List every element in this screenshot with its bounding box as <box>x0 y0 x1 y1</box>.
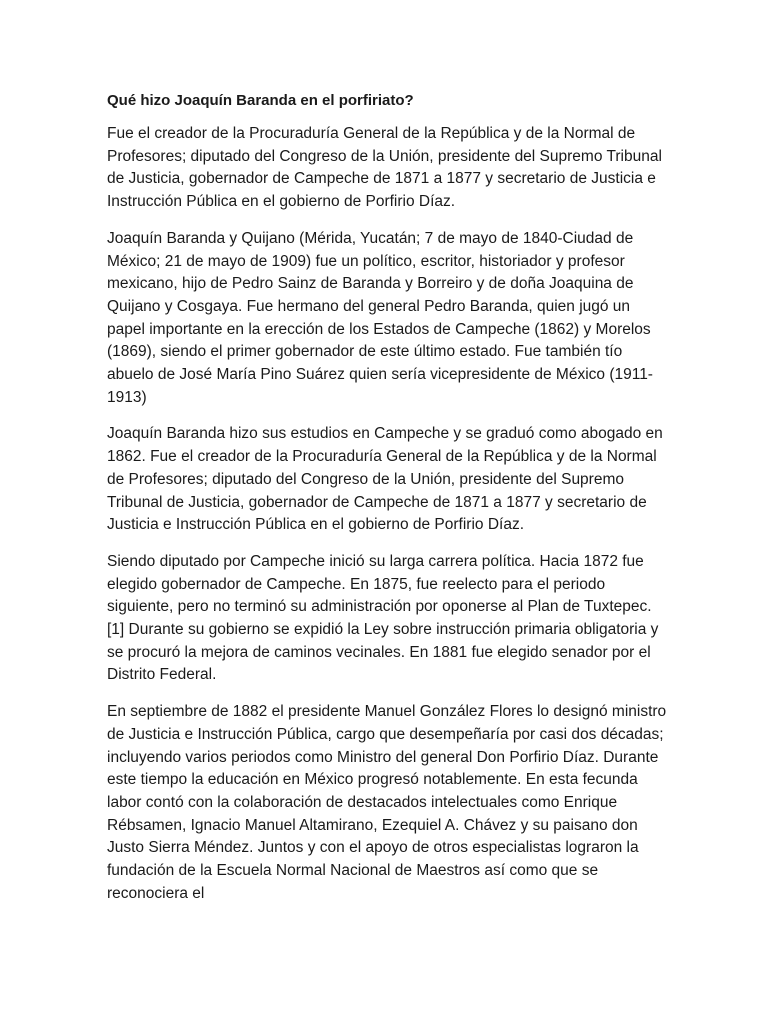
paragraph-3: Joaquín Baranda hizo sus estudios en Campeche y se graduó como abogado en 1862. Fue el creador de la Procuraduría General de la República y de la Normal de Profesores; diputado del Congreso de la Unión, presidente del Supremo Tribunal de Justicia, gobernador de Campeche de 1871 a 1877 y secretario de Justicia e Instrucción Pública en el gobierno de Porfirio Díaz. <box>107 425 663 534</box>
paragraph-4: Siendo diputado por Campeche inició su larga carrera política. Hacia 1872 fue elegido gobernador de Campeche. En 1875, fue reelecto para el periodo siguiente, pero no terminó su administración por oponerse al Plan de Tuxtepec.[1] Durante su gobierno se expidió la Ley sobre instrucción primaria obligatoria y se procuró la mejora de caminos vecinales. En 1881 fue elegido senador por el Distrito Federal. <box>107 552 659 684</box>
paragraph-2: Joaquín Baranda y Quijano (Mérida, Yucatán; 7 de mayo de 1840-Ciudad de México; 21 de mayo de 1909) fue un político, escritor, historiador y profesor mexicano, hijo de Pedro Sainz de Baranda y Borreiro y de doña Joaquina de Quijano y Cosgaya. Fue hermano del general Pedro Baranda, quien jugó un papel importante en la erección de los Estados de Campeche (1862) y Morelos (1869), siendo el primer gobernador de este último estado. Fue también tío abuelo de José María Pino Suárez quien sería vicepresidente de México (1911-1913) <box>107 229 653 406</box>
document-page <box>107 90 667 920</box>
document-heading: Qué hizo Joaquín Baranda en el porfiriato? <box>107 92 414 109</box>
paragraph-1: Fue el creador de la Procuraduría General de la República y de la Normal de Profesores; diputado del Congreso de la Unión, presidente del Supremo Tribunal de Justicia, gobernador de Campeche de 1871 a 1877 y secretario de Justicia e Instrucción Pública en el gobierno de Porfirio Díaz. <box>107 125 662 211</box>
paragraph-5: En septiembre de 1882 el presidente Manuel González Flores lo designó ministro de Justicia e Instrucción Pública, cargo que desempeñaría por casi dos décadas; incluyendo varios periodos como Ministro del general Don Porfirio Díaz. Durante este tiempo la educación en México progresó notablemente. En esta fecunda labor contó con la colaboración de destacados intelectuales como Enrique Rébsamen, Ignacio Manuel Altamirano, Ezequiel A. Chávez y su paisano don Justo Sierra Méndez. Juntos y con el apoyo de otros especialistas lograron la fundación de la Escuela Normal Nacional de Maestros así como que se reconociera el <box>107 703 667 902</box>
